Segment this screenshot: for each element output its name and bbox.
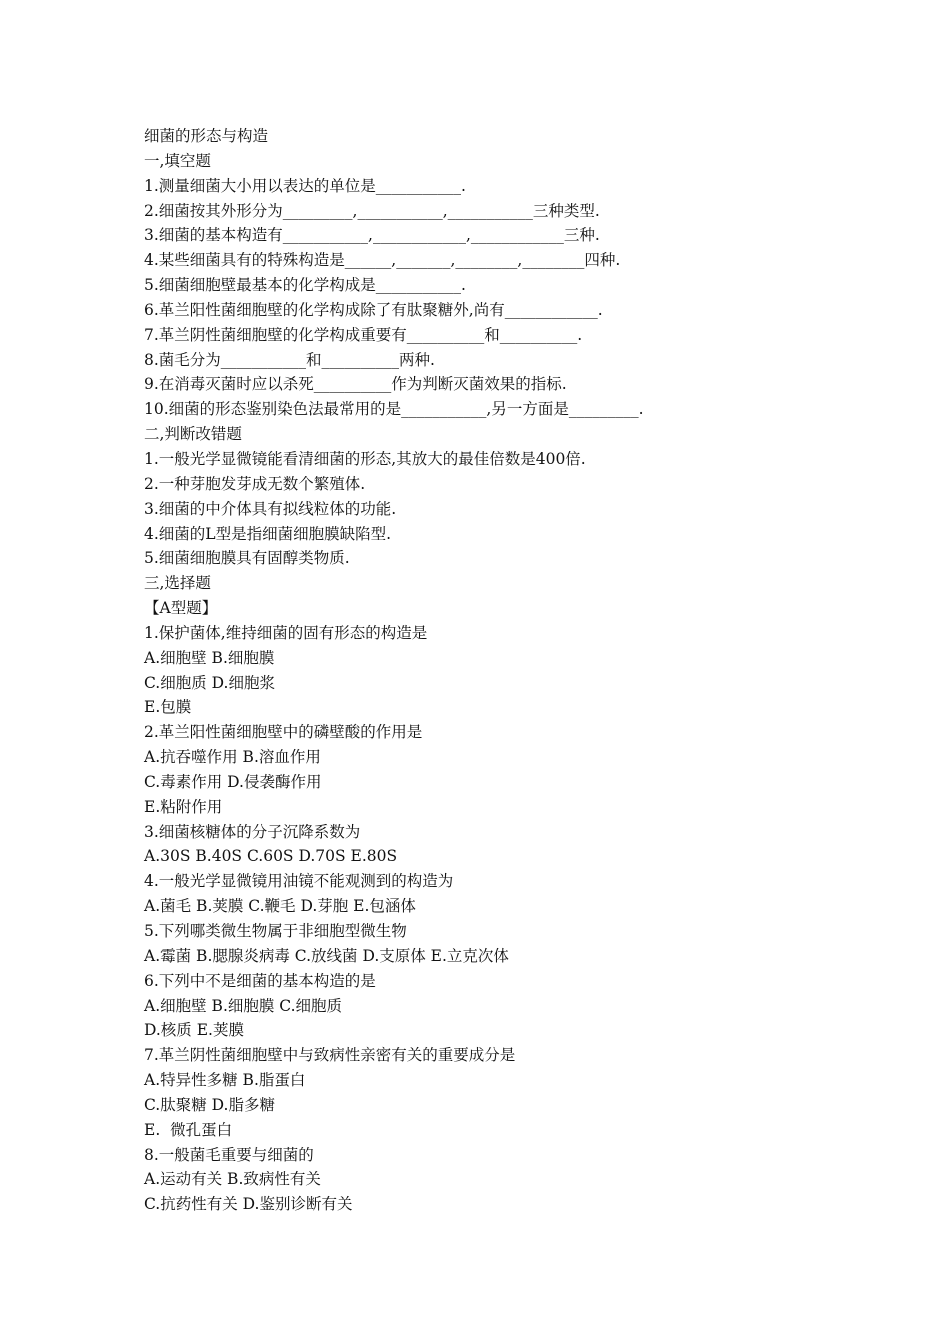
option-line: A.30S B.40S C.60S D.70S E.80S (144, 847, 398, 866)
option-line: C.细胞质 D.细胞浆 (144, 673, 275, 692)
option-line: A.抗吞噬作用 B.溶血作用 (144, 748, 321, 767)
document-title: 细菌的形态与构造 (144, 127, 269, 145)
question-line: 2.一种芽胞发芽成无数个繁殖体. (144, 474, 366, 493)
option-line: C.抗药性有关 D.鉴别诊断有关 (144, 1195, 353, 1214)
option-line: E.包膜 (144, 698, 192, 717)
question-line: 8.菌毛分为___________和__________两种. (144, 350, 435, 369)
option-line: A.细胞壁 B.细胞膜 (144, 648, 275, 667)
question-line: 6.革兰阳性菌细胞壁的化学构成除了有肽聚糖外,尚有____________. (144, 300, 603, 319)
question-line: 5.细菌细胞壁最基本的化学构成是___________. (144, 276, 466, 295)
question-line: 1.一般光学显微镜能看清细菌的形态,其放大的最佳倍数是400倍. (144, 449, 586, 468)
question-line: 3.细菌的中介体具有拟线粒体的功能. (144, 499, 397, 518)
question-line: 10.细菌的形态鉴别染色法最常用的是___________,另一方面是_________. (144, 400, 644, 419)
question-line: 7.革兰阴性菌细胞壁的化学构成重要有__________和__________. (144, 325, 583, 344)
option-line: C.毒素作用 D.侵袭酶作用 (144, 772, 322, 791)
option-line: A.特异性多糖 B.脂蛋白 (144, 1071, 306, 1090)
question-line: 5.下列哪类微生物属于非细胞型微生物 (144, 922, 407, 940)
question-line: 4.一般光学显微镜用油镜不能观测到的构造为 (144, 872, 454, 891)
question-line: 6.下列中不是细菌的基本构造的是 (144, 971, 376, 990)
section-heading-fill-blank: 一,填空题 (144, 151, 211, 170)
question-line: 2.细菌按其外形分为_________,___________,___________三种类型. (144, 201, 600, 220)
option-line: A.细胞壁 B.细胞膜 C.细胞质 (144, 996, 343, 1015)
question-line: 9.在消毒灭菌时应以杀死__________作为判断灭菌效果的指标. (144, 375, 567, 394)
option-line: D.核质 E.荚膜 (144, 1021, 244, 1040)
option-line: A.运动有关 B.致病性有关 (144, 1170, 321, 1189)
option-line: C.肽聚糖 D.脂多糖 (144, 1095, 275, 1114)
section-heading-true-false: 二,判断改错题 (144, 425, 242, 444)
option-line: A.菌毛 B.荚膜 C.鞭毛 D.芽胞 E.包涵体 (144, 897, 416, 916)
question-line: 3.细菌的基本构造有___________,____________,____________三种. (144, 226, 600, 245)
question-line: 4.细菌的L型是指细菌细胞膜缺陷型. (144, 524, 392, 543)
question-line: 1.保护菌体,维持细菌的固有形态的构造是 (144, 623, 428, 642)
document-page (144, 124, 844, 1217)
question-line: 4.某些细菌具有的特殊构造是______,_______,________,________四种. (144, 251, 621, 270)
question-line: 5.细菌细胞膜具有固醇类物质. (144, 549, 350, 568)
option-line: E.粘附作用 (144, 797, 223, 816)
question-line: 1.测量细菌大小用以表达的单位是___________. (144, 176, 466, 195)
subsection-heading-a-type: 【A型题】 (144, 599, 218, 618)
section-heading-multiple-choice: 三,选择题 (144, 574, 211, 593)
question-line: 3.细菌核糖体的分子沉降系数为 (144, 822, 361, 841)
option-line: E. 微孔蛋白 (144, 1120, 233, 1139)
question-line: 7.革兰阴性菌细胞壁中与致病性亲密有关的重要成分是 (144, 1046, 516, 1065)
question-line: 8.一般菌毛重要与细菌的 (144, 1145, 314, 1164)
option-line: A.霉菌 B.腮腺炎病毒 C.放线菌 D.支原体 E.立克次体 (144, 946, 509, 965)
question-line: 2.革兰阳性菌细胞壁中的磷壁酸的作用是 (144, 723, 423, 742)
